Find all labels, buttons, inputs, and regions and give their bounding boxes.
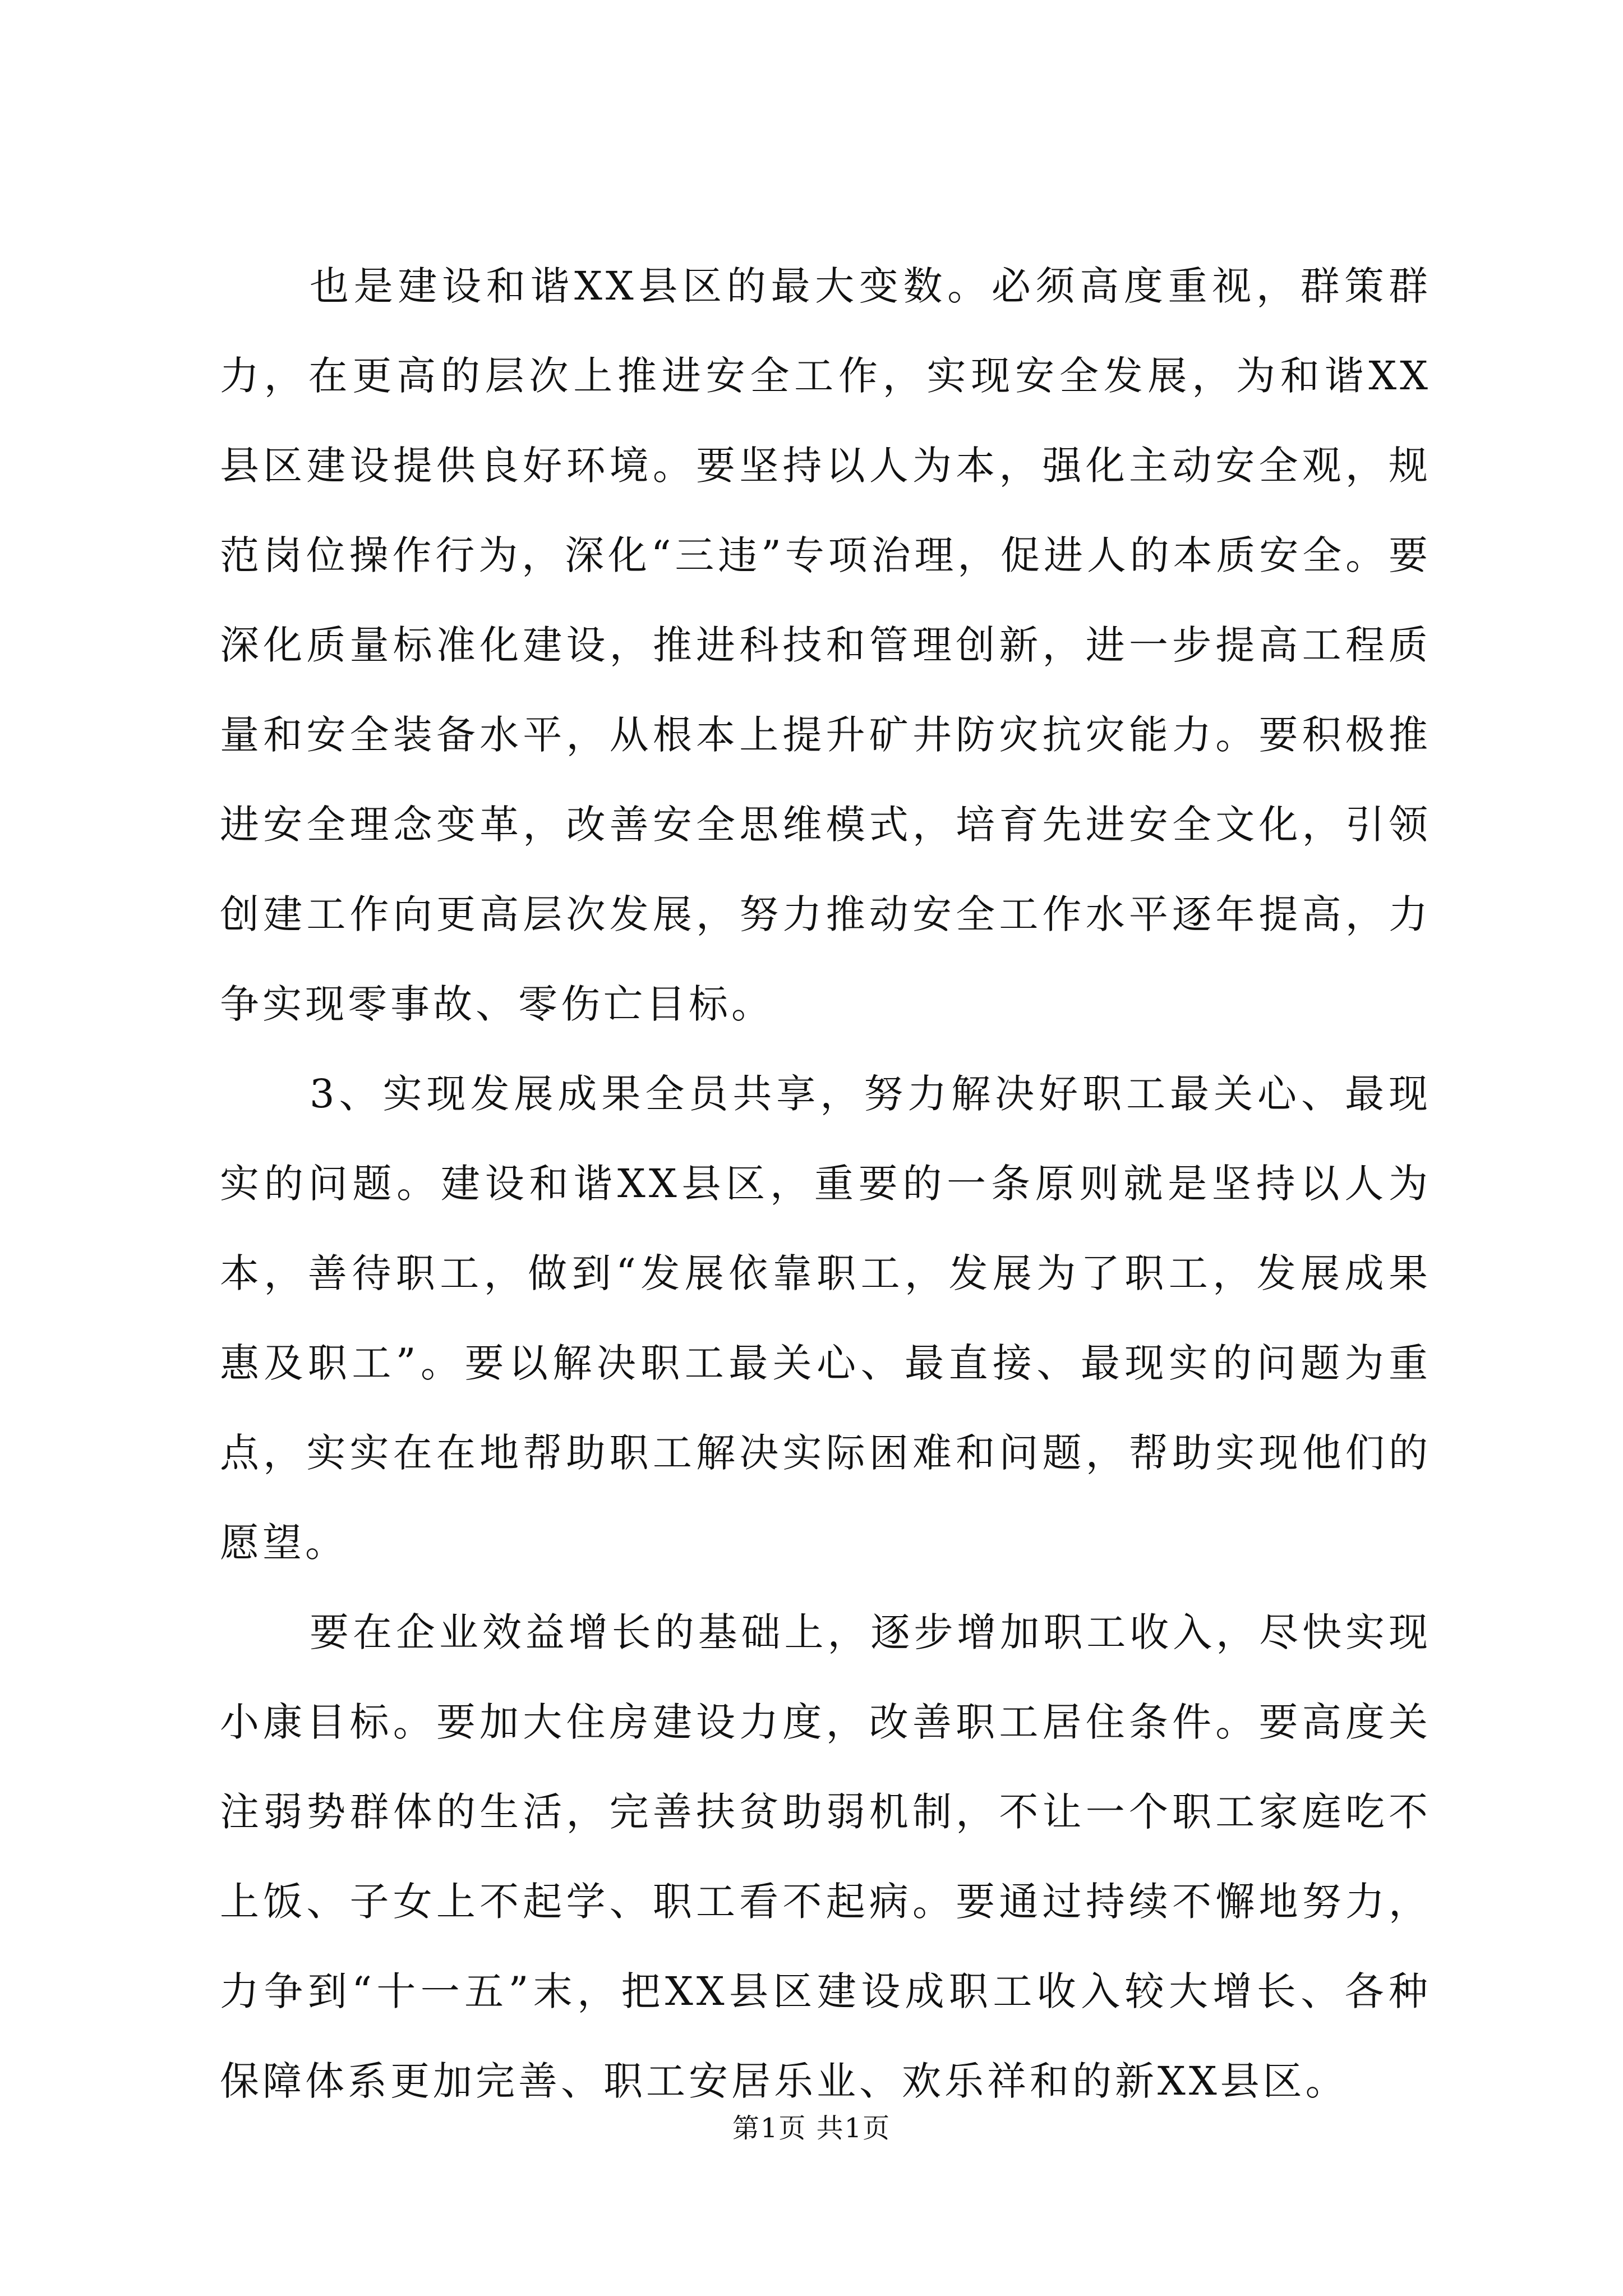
paragraph-1: 也是建设和谐XX县区的最大变数。必须高度重视，群策群力，在更高的层次上推进安全工作，实现安全发展，为和谐XX县区建设提供良好环境。要坚持以人为本，强化主动安全观，规范岗位操作行为，深化“三违”专项治理，促进人的本质安全。要深化质量标准化建设，推进科技和管理创新，进一步提高工程质量和安全装备水平，从根本上提升矿井防灾抗灾能力。要积极推进安全理念变革，改善安全思维模式，培育先进安全文化，引领创建工作向更高层次发展，努力推动安全工作水平逐年提高，力争实现零事故、零伤亡目标。 [220,263,1431,1027]
paragraph-3: 要在企业效益增长的基础上，逐步增加职工收入，尽快实现小康目标。要加大住房建设力度，改善职工居住条件。要高度关注弱势群体的生活，完善扶贫助弱机制，不让一个职工家庭吃不上饭、子女上不起学、职工看不起病。要通过持续不懈地努力，力争到“十一五”末，把XX县区建设成职工收入较大增长、各种保障体系更加完善、职工安居乐业、欢乐祥和的新XX县区。 [220,1609,1431,2104]
document-body [220,241,1431,2126]
page-footer: 第1页 共1页 [732,2113,891,2144]
paragraph-2: 3、实现发展成果全员共享，努力解决好职工最关心、最现实的问题。建设和谐XX县区，重要的一条原则就是坚持以人为本，善待职工，做到“发展依靠职工，发展为了职工，发展成果惠及职工”。要以解决职工最关心、最直接、最现实的问题为重点，实实在在地帮助职工解决实际困难和问题，帮助实现他们的愿望。 [220,1071,1431,1566]
